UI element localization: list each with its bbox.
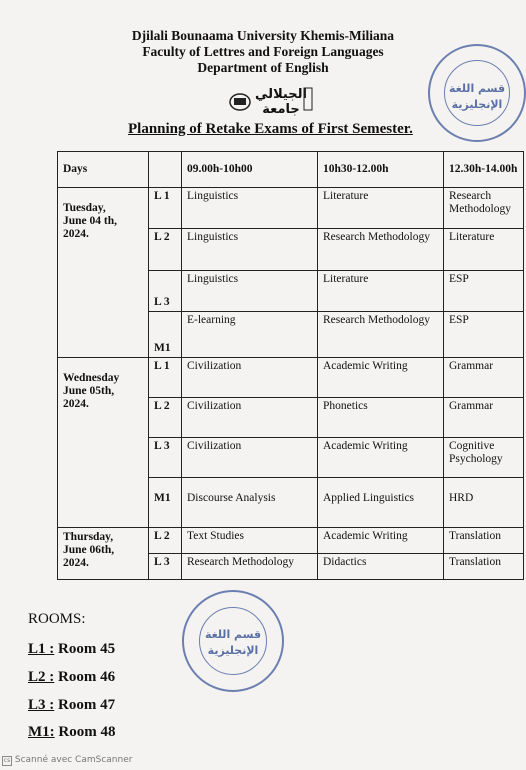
day-date: June 05th, — [63, 385, 115, 397]
department-name: Department of English — [197, 60, 329, 75]
camscanner-icon: cs — [3, 757, 11, 764]
day-cell — [58, 358, 149, 528]
subject-cell: Literature — [318, 188, 444, 229]
subject-cell: Research Methodology — [444, 188, 524, 229]
stamp-text-2: الإنجليزية — [451, 98, 503, 111]
level-cell: L 1 — [149, 358, 182, 398]
room-level: L1 : — [28, 641, 55, 657]
subject-cell: Text Studies — [182, 528, 318, 554]
subject-cell: Grammar — [444, 358, 524, 398]
room-number: Room 48 — [58, 724, 116, 740]
subject-cell: Academic Writing — [318, 438, 444, 478]
day-date: June 04 th, — [63, 215, 117, 227]
subject-cell: E-learning — [182, 312, 318, 358]
level-cell: M1 — [149, 478, 182, 528]
stamp-text-1: قسم اللغة — [204, 628, 262, 641]
scanner-watermark — [2, 755, 132, 766]
table-row — [58, 528, 524, 554]
subject-cell: Civilization — [182, 398, 318, 438]
stamp-text-1: قسم اللغة — [448, 82, 506, 95]
level-cell: L 3 — [149, 271, 182, 312]
subject-cell: HRD — [444, 478, 524, 528]
day-name: Thursday, — [63, 531, 114, 543]
day-year: 2024. — [63, 228, 89, 240]
day-name: Tuesday, — [63, 202, 106, 214]
faculty-name: Faculty of Lettres and Foreign Languages — [142, 44, 384, 59]
subject-cell: Academic Writing — [318, 528, 444, 554]
subject-cell: Didactics — [318, 554, 444, 580]
department-stamp-bottom — [182, 590, 284, 692]
subject-cell: Research Methodology — [182, 554, 318, 580]
subject-cell: Civilization — [182, 358, 318, 398]
room-level: L3 : — [28, 697, 55, 713]
subject-cell: Cognitive Psychology — [444, 438, 524, 478]
subject-cell: Academic Writing — [318, 358, 444, 398]
table-row — [58, 188, 524, 229]
subject-cell: Linguistics — [182, 188, 318, 229]
room-number: Room 47 — [58, 697, 116, 713]
svg-text:جامعة: جامعة — [262, 102, 300, 116]
page-title: Planning of Retake Exams of First Semester. — [128, 121, 413, 137]
subject-cell: Literature — [444, 229, 524, 271]
rooms-title: ROOMS: — [28, 611, 86, 627]
subject-cell: Literature — [318, 271, 444, 312]
university-logo — [226, 80, 314, 116]
header-level — [149, 152, 182, 188]
subject-cell: ESP — [444, 271, 524, 312]
room-level: M1: — [28, 724, 55, 740]
header-days: Days — [58, 152, 149, 188]
room-level: L2 : — [28, 669, 55, 685]
level-cell: L 2 — [149, 528, 182, 554]
svg-text:الجيلالي: الجيلالي — [255, 87, 307, 102]
subject-cell: Applied Linguistics — [318, 478, 444, 528]
level-cell: L 3 — [149, 554, 182, 580]
day-name: Wednesday — [63, 372, 120, 384]
subject-cell: Phonetics — [318, 398, 444, 438]
day-year: 2024. — [63, 398, 89, 410]
stamp-text-2: الإنجليزية — [207, 644, 259, 657]
room-item — [28, 669, 115, 686]
level-cell: L 3 — [149, 438, 182, 478]
level-cell: L 1 — [149, 188, 182, 229]
subject-cell: Grammar — [444, 398, 524, 438]
watermark-text: Scanné avec CamScanner — [14, 755, 133, 765]
subject-cell: Linguistics — [182, 271, 318, 312]
subject-cell: Research Methodology — [318, 229, 444, 271]
level-cell: L 2 — [149, 229, 182, 271]
room-item — [28, 697, 115, 714]
table-header-row — [58, 152, 524, 188]
day-cell — [58, 188, 149, 358]
subject-cell: Civilization — [182, 438, 318, 478]
subject-cell: Discourse Analysis — [182, 478, 318, 528]
subject-cell: Linguistics — [182, 229, 318, 271]
university-name: Djilali Bounaama University Khemis-Miliana — [131, 28, 395, 43]
subject-cell: Translation — [444, 528, 524, 554]
level-cell: M1 — [149, 312, 182, 358]
room-item — [28, 724, 115, 741]
subject-cell: Translation — [444, 554, 524, 580]
header-slot-2: 10h30-12.00h — [318, 152, 444, 188]
room-number: Room 45 — [58, 641, 116, 657]
header-slot-1: 09.00h-10h00 — [182, 152, 318, 188]
table-row — [58, 358, 524, 398]
room-number: Room 46 — [58, 669, 116, 685]
subject-cell: ESP — [444, 312, 524, 358]
day-date: June 06th, — [63, 544, 115, 556]
header-slot-3: 12.30h-14.00h — [444, 152, 524, 188]
day-year: 2024. — [63, 557, 89, 569]
department-stamp-top — [428, 44, 526, 142]
level-cell: L 2 — [149, 398, 182, 438]
exam-schedule-table — [57, 151, 524, 580]
room-item — [28, 641, 115, 658]
day-cell — [58, 528, 149, 580]
subject-cell: Research Methodology — [318, 312, 444, 358]
